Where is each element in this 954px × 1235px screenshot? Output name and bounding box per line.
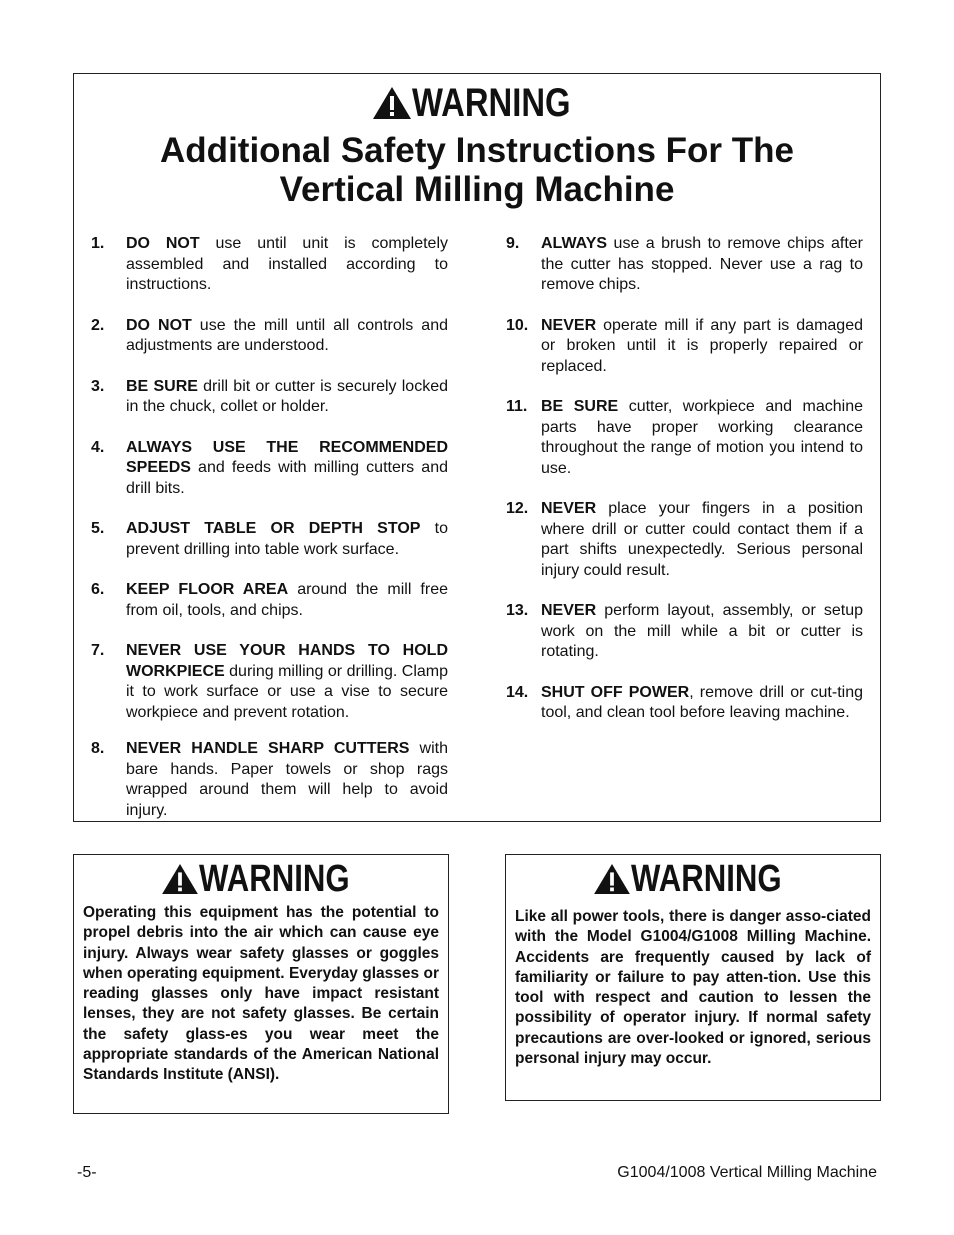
warning-header [74, 859, 448, 899]
item-text: use until unit is completely assembled and installed according to instructions. [126, 235, 449, 293]
warning-label: WARNING [631, 858, 782, 900]
item-lead: NEVER [541, 500, 597, 517]
instruction-item [91, 377, 448, 418]
warning-header [74, 82, 880, 124]
item-number: 8. [91, 740, 105, 757]
document-title: G1004/1008 Vertical Milling Machine [617, 1164, 877, 1181]
item-lead: ALWAYS USE THE RECOMMENDED SPEEDS [126, 438, 448, 476]
item-number: 1. [91, 235, 105, 252]
item-text: during milling or drilling. Clamp it to work surface or use a vise to secure workpiece and prevent rotation. [126, 662, 448, 721]
instruction-item [91, 234, 448, 296]
item-number: 5. [91, 520, 105, 537]
instruction-item [91, 519, 448, 560]
item-text: around the mill free from oil, tools, and chips. [126, 581, 449, 619]
item-text: perform layout, assembly, or setup work on the mill while a bit or cutter is rotating. [541, 602, 863, 660]
instruction-item [506, 397, 863, 479]
item-number: 9. [506, 235, 520, 252]
instruction-item [506, 601, 863, 663]
item-lead: NEVER [541, 602, 597, 619]
item-lead: NEVER USE YOUR HANDS TO HOLD WORKPIECE [126, 642, 448, 680]
item-number: 14. [506, 683, 529, 701]
item-number: 7. [91, 642, 105, 659]
item-text: cutter, workpiece and machine parts have proper working clearance throughout the range of motion you intend to use. [541, 398, 863, 477]
item-lead: ALWAYS [541, 235, 608, 252]
instruction-item [91, 739, 448, 821]
item-lead: DO NOT [126, 316, 192, 334]
item-lead: KEEP FLOOR AREA [126, 581, 289, 598]
item-text: use a brush to remove chips after the cutter has stopped. Never use a rag to remove chips. [541, 235, 863, 293]
item-lead: NEVER HANDLE SHARP CUTTERS [126, 740, 410, 757]
item-text: and feeds with milling cutters and drill bits. [126, 459, 448, 497]
item-lead: NEVER [541, 316, 597, 334]
instructions-left-column [91, 234, 448, 821]
instruction-item [506, 234, 863, 296]
warning-label: WARNING [199, 858, 350, 900]
item-text: drill bit or cutter is securely locked in the chuck, collet or holder. [126, 377, 449, 415]
item-text: place your fingers in a position where drill or cutter could contact them if a part shifts unexpectedly. Serious personal injury could result. [541, 500, 863, 579]
warning-label: WARNING [412, 81, 571, 125]
instruction-item [506, 683, 863, 724]
item-number: 11. [506, 398, 528, 415]
item-number: 6. [91, 581, 105, 598]
instruction-item [91, 316, 448, 357]
power-tool-warning-box [505, 854, 881, 1101]
warning-text: Like all power tools, there is danger asso-ciated with the Model G1004/G1008 Milling Machine. Accidents are frequently caused by lack of familiarity or failure to pay atten-tion. Use this tool with respect and caution to lessen the possibility of operator injury. If normal safety precautions are over-looked or ignored, serious personal injury may occur. [515, 908, 871, 1068]
safety-instructions-box [73, 73, 881, 822]
item-number: 10. [506, 316, 529, 334]
instruction-item [91, 438, 448, 500]
item-text: operate mill if any part is damaged or broken until it is properly repaired or replaced. [541, 316, 863, 375]
instructions-right-column [506, 234, 863, 724]
instruction-item [506, 316, 863, 378]
instruction-item [91, 580, 448, 621]
item-lead: DO NOT [126, 235, 200, 252]
item-text: with bare hands. Paper towels or shop rags wrapped around them will help to avoid injury. [126, 740, 448, 819]
item-text: to prevent drilling into table work surface. [126, 520, 448, 558]
item-text: , remove drill or cut-ting tool, and clean tool before leaving machine. [541, 683, 863, 721]
instruction-item [91, 641, 448, 723]
eye-protection-warning-box [73, 854, 449, 1114]
warning-triangle-icon [161, 863, 199, 895]
page-title: Additional Safety Instructions For The Vertical Milling Machine [160, 131, 794, 209]
warning-header [506, 859, 880, 899]
item-number: 2. [91, 316, 105, 334]
item-number: 13. [506, 602, 529, 619]
instruction-item [506, 499, 863, 581]
item-number: 4. [91, 438, 105, 456]
warning-text: Operating this equipment has the potential to propel debris into the air which can cause eye injury. Always wear safety glasses or goggles when operating equipment. Everyday glasses or reading glasses only have impact resistant lenses, they are not safety glasses. Be certain the safety glass-es you wear meet the appropriate standards of the American National Standards Institute (ANSI). [83, 904, 439, 1084]
item-lead: ADJUST TABLE OR DEPTH STOP [126, 520, 421, 537]
item-lead: BE SURE [126, 377, 198, 395]
warning-triangle-icon [372, 86, 412, 120]
item-lead: BE SURE [541, 398, 619, 415]
item-lead: SHUT OFF POWER [541, 683, 690, 701]
item-number: 12. [506, 500, 529, 517]
item-text: use the mill until all controls and adjustments are understood. [126, 316, 449, 354]
warning-triangle-icon [593, 863, 631, 895]
page-number: -5- [77, 1164, 97, 1181]
item-number: 3. [91, 377, 105, 395]
